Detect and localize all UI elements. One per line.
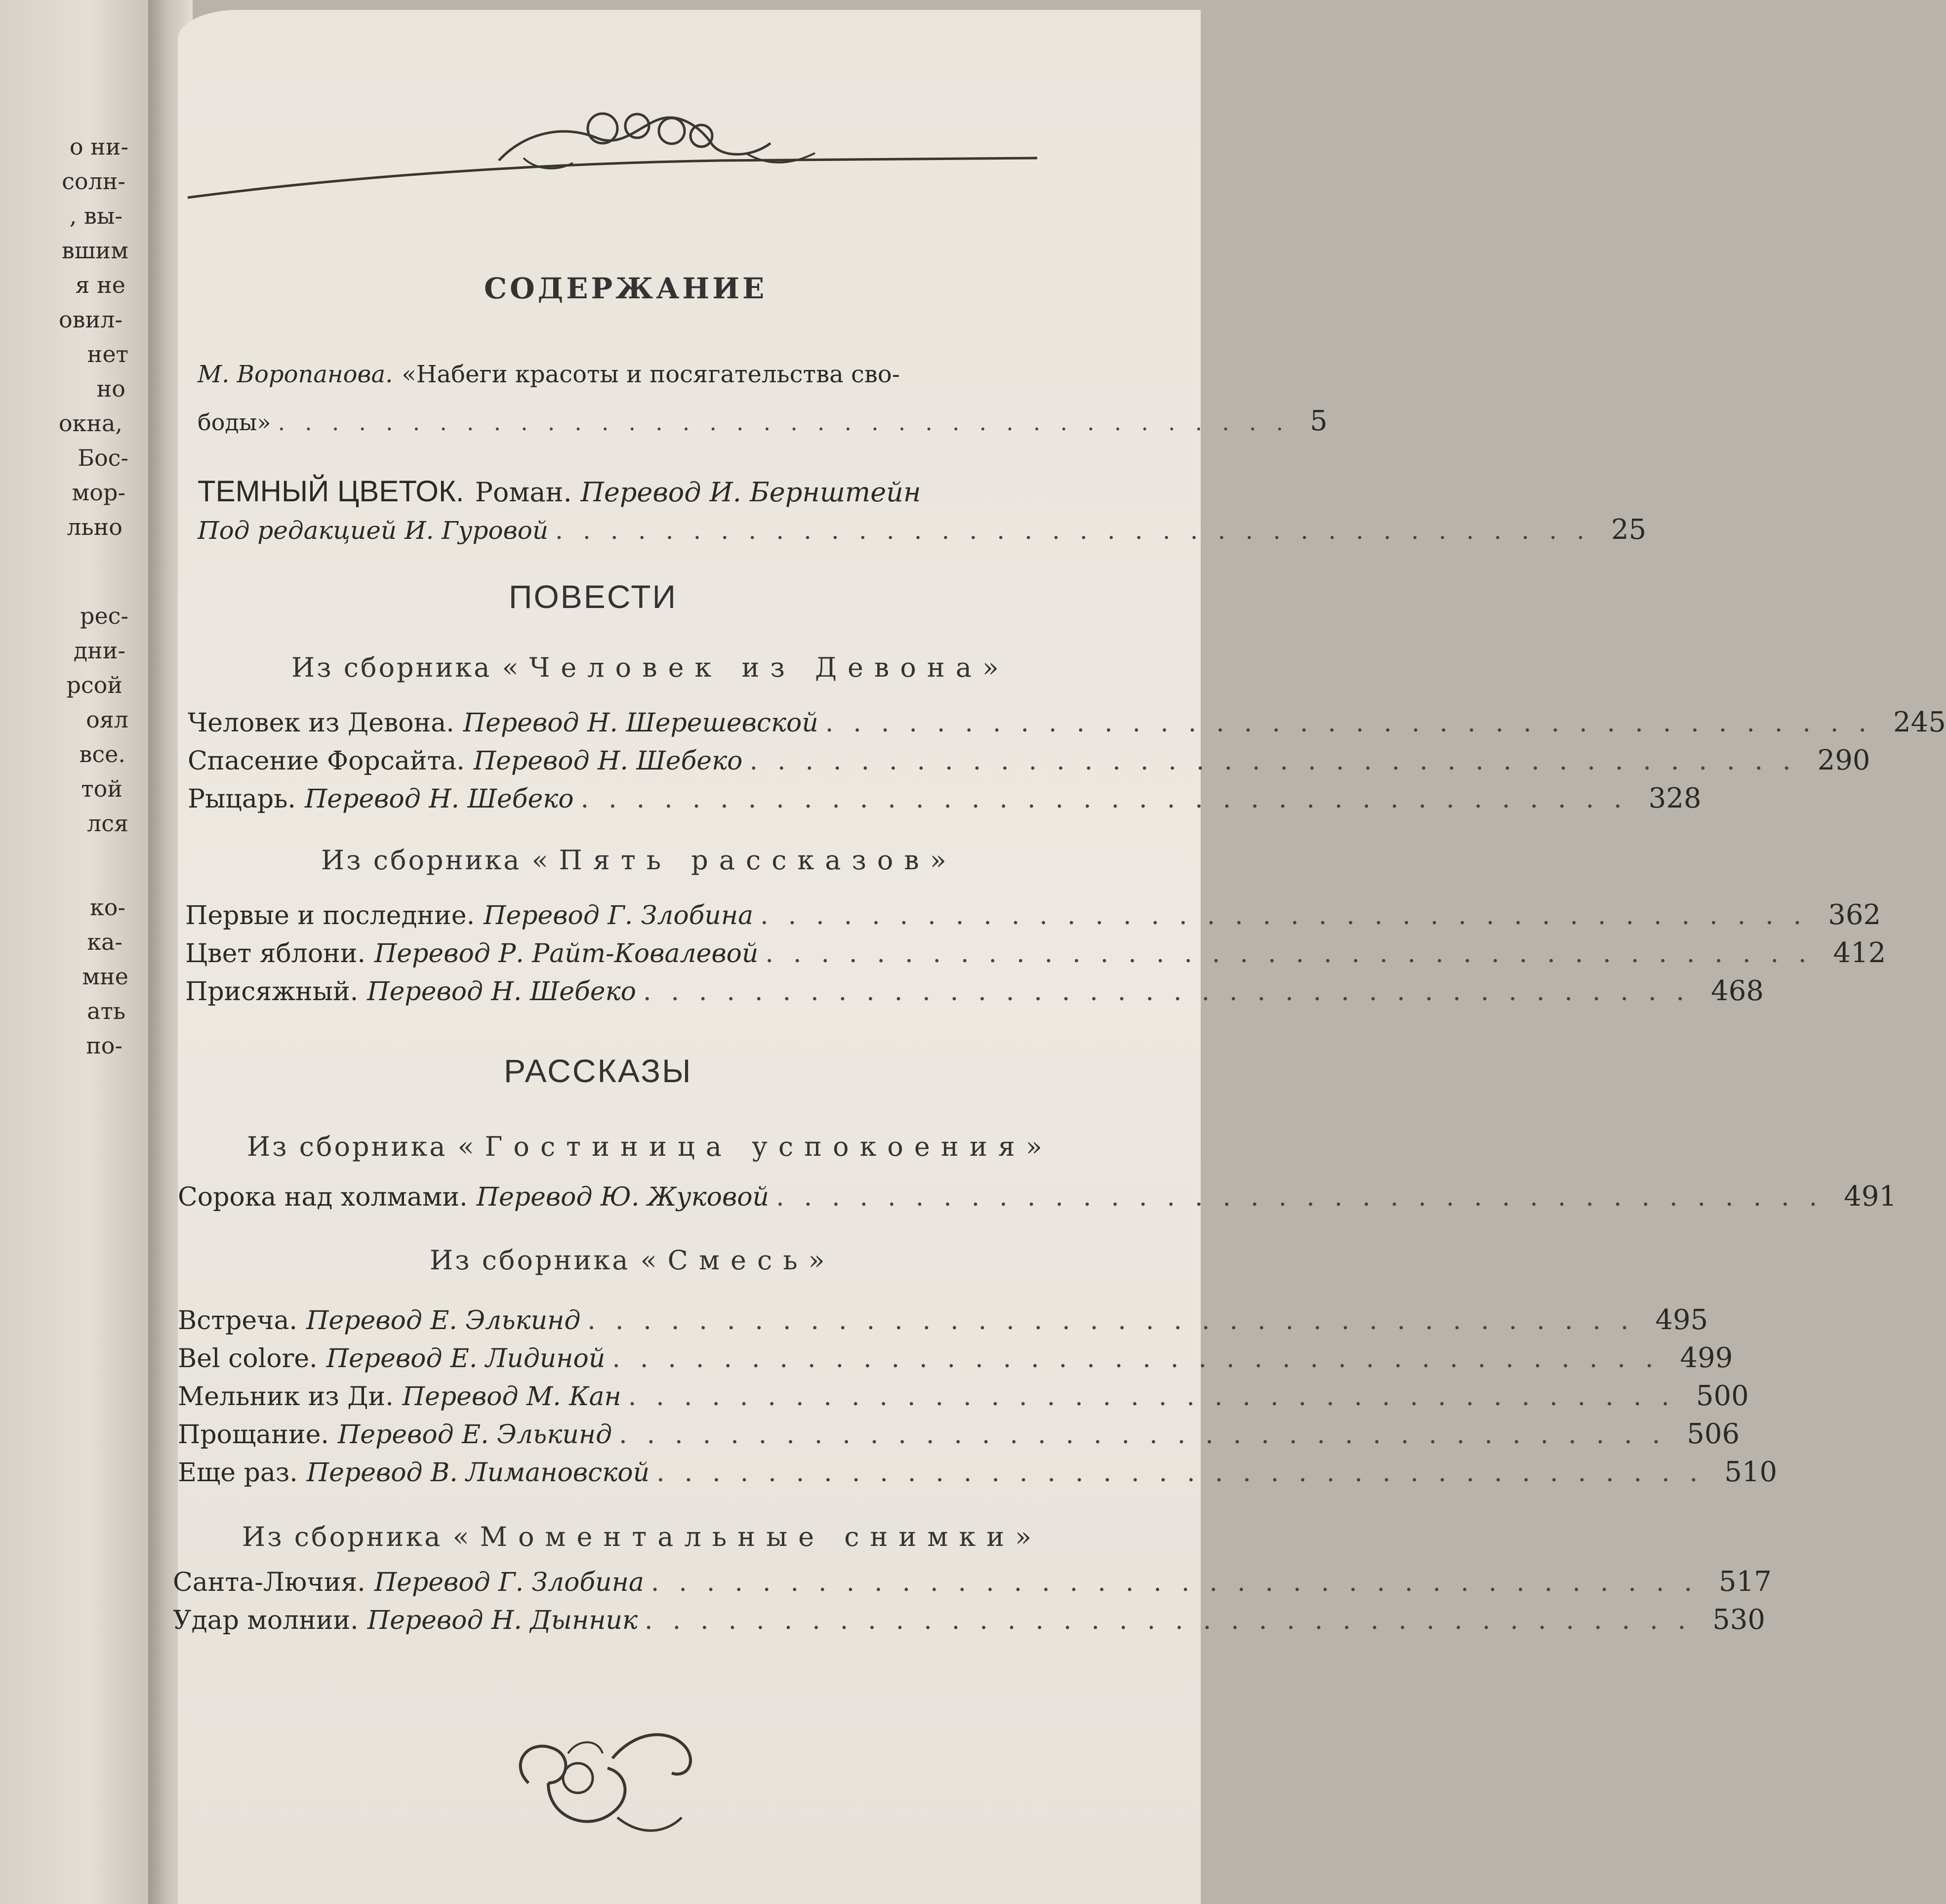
leader-dots: ...................................... — [612, 1344, 1673, 1374]
left-page-text-fragment: , вы- — [69, 203, 122, 229]
entry-translator: Перевод Н. Шебеко — [367, 977, 636, 1007]
entry-translator: Перевод Н. Шерешевской — [463, 708, 818, 738]
intro-title-line2: боды» — [198, 409, 271, 436]
entry-title: Спасение Форсайта. — [188, 746, 465, 776]
left-page-text-fragment: рсой — [66, 672, 122, 698]
novel-entry-line1 — [198, 474, 1027, 508]
leader-dots: ...................................... — [749, 746, 1811, 776]
leader-dots: ...................................... — [580, 784, 1642, 814]
section-povesti: ПОВЕСТИ — [509, 578, 678, 615]
bottom-ornament-icon — [499, 1719, 706, 1847]
leader-dots: ...................................... — [555, 516, 1605, 545]
left-page-text-fragment: все. — [79, 741, 125, 768]
leader-dots: ...................................... — [656, 1458, 1718, 1488]
leader-dots: ...................................... — [760, 901, 1822, 931]
left-page-text-fragment: овил- — [58, 306, 122, 333]
left-page-text-fragment: той — [81, 775, 122, 802]
page-number: 468 — [1711, 975, 1764, 1007]
novel-genre: Роман. — [475, 477, 572, 508]
left-page-text-fragment: ко- — [90, 894, 125, 921]
novel-entry-line2[interactable] — [198, 514, 1647, 546]
left-page-text-fragment: ка- — [87, 929, 122, 955]
toc-entry[interactable] — [185, 937, 1886, 969]
page-number: 499 — [1680, 1342, 1733, 1374]
entry-translator: Перевод Г. Злобина — [484, 901, 754, 931]
entry-title: Bel colore. — [178, 1344, 318, 1374]
left-page-text-fragment: окна, — [58, 410, 122, 437]
left-page-text-fragment: по- — [86, 1032, 122, 1059]
subsection-heading — [247, 1131, 1053, 1162]
page-number: 530 — [1712, 1604, 1766, 1636]
page-number: 412 — [1833, 937, 1886, 969]
novel-translator: Перевод И. Бернштейн — [580, 477, 921, 508]
toc-entry[interactable] — [185, 899, 1881, 931]
subsection-prefix: Из сборника — [247, 1131, 447, 1162]
page-number: 506 — [1687, 1418, 1740, 1450]
subsection-name: «Гостиница успокоения» — [457, 1131, 1053, 1162]
intro-title-line1: «Набеги красоты и посягательства сво- — [402, 361, 900, 388]
toc-entry[interactable] — [178, 1304, 1708, 1336]
toc-entry[interactable] — [188, 744, 1870, 776]
left-page-text-fragment: рес- — [80, 603, 128, 629]
page-number: 510 — [1724, 1456, 1778, 1488]
entry-title: Встреча. — [178, 1306, 298, 1336]
page-number: 517 — [1718, 1566, 1772, 1598]
subsection-heading — [291, 652, 1010, 683]
page-number: 362 — [1828, 899, 1881, 931]
leader-dots: ...................................... — [765, 939, 1826, 969]
entry-title: Сорока над холмами. — [178, 1182, 468, 1212]
leader-dots: ...................................... — [587, 1306, 1649, 1336]
entry-translator: Перевод Е. Элькинд — [337, 1420, 612, 1450]
entry-title: Рыцарь. — [188, 784, 296, 814]
entry-translator: Перевод Ю. Жуковой — [476, 1182, 770, 1212]
toc-entry[interactable] — [178, 1342, 1733, 1374]
entry-translator: Перевод Г. Злобина — [374, 1568, 644, 1597]
subsection-prefix: Из сборника — [430, 1245, 630, 1276]
top-ornament-icon — [178, 10, 1201, 207]
leader-dots: ...................................... — [278, 409, 1303, 436]
entry-title: Цвет яблони. — [185, 939, 365, 969]
entry-title: Присяжный. — [185, 977, 359, 1007]
subsection-heading — [242, 1521, 1042, 1552]
intro-entry-line1 — [198, 361, 1032, 388]
subsection-name: «Смесь» — [640, 1245, 836, 1276]
intro-entry-line2[interactable] — [198, 405, 1328, 437]
toc-entry[interactable] — [178, 1180, 1897, 1213]
toc-entry[interactable] — [173, 1566, 1772, 1598]
toc-entry[interactable] — [178, 1380, 1749, 1412]
entry-title: Человек из Девона. — [188, 708, 454, 738]
toc-entry[interactable] — [173, 1604, 1766, 1636]
left-page-text-fragment: Бос- — [78, 445, 128, 471]
left-page-text-fragment: лся — [86, 810, 128, 837]
toc-entry[interactable] — [188, 782, 1702, 814]
leader-dots: ...................................... — [628, 1382, 1689, 1412]
page-number: 25 — [1611, 514, 1647, 546]
entry-translator: Перевод Е. Лидиной — [326, 1344, 606, 1374]
entry-translator: Перевод Н. Шебеко — [473, 746, 743, 776]
subsection-name: «Человек из Девона» — [502, 652, 1010, 683]
subsection-prefix: Из сборника — [321, 845, 522, 876]
novel-title: ТЕМНЫЙ ЦВЕТОК. — [198, 475, 464, 508]
leader-dots: ...................................... — [645, 1606, 1706, 1635]
subsection-heading — [430, 1245, 836, 1276]
left-page-text-fragment: я не — [75, 272, 125, 298]
page-number: 491 — [1844, 1180, 1897, 1213]
contents-title: СОДЕРЖАНИЕ — [484, 272, 768, 305]
toc-entry[interactable] — [178, 1456, 1778, 1488]
left-page-text-fragment: мор- — [72, 479, 125, 506]
right-page — [173, 10, 1946, 1904]
left-page-text-fragment: о ни- — [69, 133, 128, 160]
entry-title: Санта-Лючия. — [173, 1568, 365, 1597]
novel-editor: Под редакцией И. Гуровой — [198, 516, 549, 545]
entry-title: Еще раз. — [178, 1458, 298, 1488]
page-number: 245 — [1893, 706, 1946, 738]
entry-title: Мельник из Ди. — [178, 1382, 394, 1412]
left-page-text-fragment: ать — [87, 998, 125, 1024]
leader-dots: ...................................... — [650, 1568, 1712, 1597]
leader-dots: ...................................... — [619, 1420, 1680, 1450]
entry-translator: Перевод В. Лимановской — [306, 1458, 650, 1488]
entry-translator: Перевод Н. Дынник — [367, 1606, 638, 1635]
subsection-prefix: Из сборника — [242, 1521, 443, 1552]
page-number: 495 — [1655, 1304, 1708, 1336]
toc-entry[interactable] — [188, 706, 1946, 738]
page-number: 290 — [1817, 744, 1870, 776]
left-page — [0, 0, 148, 1904]
entry-title: Удар молнии. — [173, 1606, 359, 1635]
toc-entry[interactable] — [185, 975, 1764, 1007]
left-page-text-fragment: солн- — [62, 168, 125, 195]
entry-title: Прощание. — [178, 1420, 329, 1450]
left-page-text-fragment: льно — [67, 514, 122, 540]
entry-translator: Перевод М. Кан — [402, 1382, 621, 1412]
left-page-text-fragment: вшим — [61, 237, 128, 264]
left-page-text-fragment: дни- — [73, 637, 125, 664]
entry-title: Первые и последние. — [185, 901, 475, 931]
subsection-name: «Моментальные снимки» — [452, 1521, 1043, 1552]
left-page-text-fragment: нет — [87, 341, 128, 367]
leader-dots: ...................................... — [825, 708, 1886, 738]
left-page-text-fragment: оял — [86, 706, 128, 733]
page-number: 328 — [1648, 782, 1702, 814]
entry-translator: Перевод Е. Элькинд — [306, 1306, 581, 1336]
page-number: 5 — [1310, 405, 1328, 437]
entry-translator: Перевод Р. Райт-Ковалевой — [374, 939, 759, 969]
subsection-prefix: Из сборника — [291, 652, 492, 683]
intro-author: М. Воропанова. — [198, 361, 393, 388]
left-page-text-fragment: но — [96, 375, 125, 402]
leader-dots: ...................................... — [643, 977, 1704, 1007]
toc-entry[interactable] — [178, 1418, 1740, 1450]
entry-translator: Перевод Н. Шебеко — [304, 784, 574, 814]
page-number: 500 — [1696, 1380, 1749, 1412]
leader-dots: ...................................... — [776, 1182, 1837, 1212]
subsection-heading — [321, 845, 957, 876]
subsection-name: «Пять рассказов» — [531, 845, 957, 876]
left-page-text-fragment: мне — [82, 963, 128, 990]
section-rasskazy: РАССКАЗЫ — [504, 1053, 692, 1089]
